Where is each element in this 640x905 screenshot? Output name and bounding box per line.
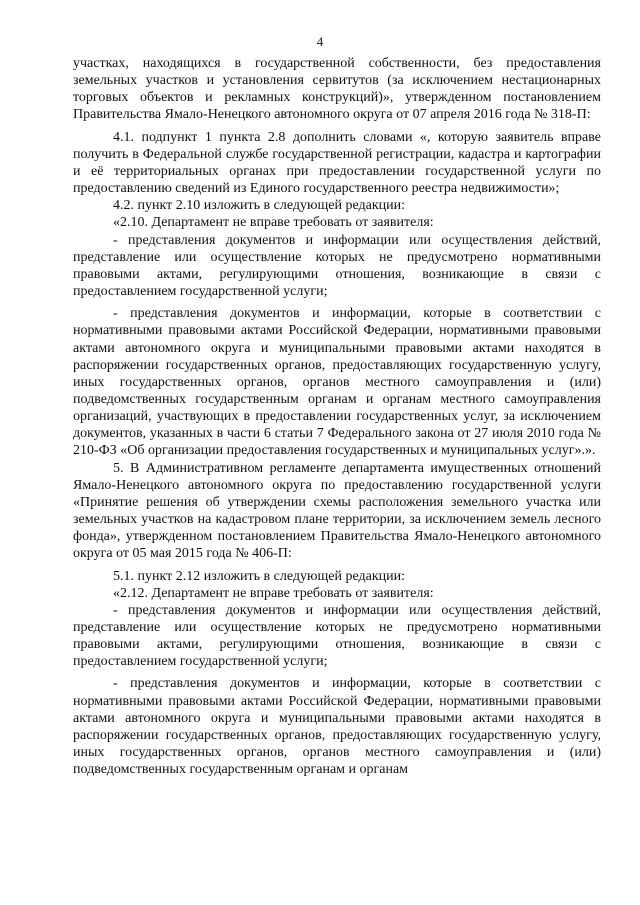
paragraph: 5.1. пункт 2.12 изложить в следующей редакции: [113, 568, 405, 584]
page-number: 4 [316, 34, 324, 49]
paragraph: «2.12. Департамент не вправе требовать от заявителя: [113, 585, 434, 601]
paragraph: - представления документов и информации или осуществления действий, представление или осуществление которых не предусмотрено нормативными правовыми актами, регулирующими отношения, возникающие в связи с предоставлением государственной услуги; [73, 232, 601, 300]
paragraph: 4.2. пункт 2.10 изложить в следующей редакции: [113, 198, 405, 214]
paragraph: участках, находящихся в государственной собственности, без предоставления земельных участков и установления сервитутов (за исключением нестационарных торговых объектов и рекламных конструкций)», утвержденном постановлением Правительства Ямало-Ненецкого автономного округа от 07 апреля 2016 года № 318-П: [73, 56, 601, 123]
paragraph: - представления документов и информации, которые в соответствии с нормативными правовыми актами Российской Федерации, нормативными правовыми актами автономного округа и муниципальными правовыми актами находятся в распоряжении государственных органов, предоставляющих государственную услугу, иных государственных органов, органов местного самоуправления и (или) подведомственных государственным органам и органам [73, 676, 601, 778]
paragraph: - представления документов и информации или осуществления действий, представление или осуществление которых не предусмотрено нормативными правовыми актами, регулирующими отношения, возникающие в связи с предоставлением государственной услуги; [73, 602, 601, 670]
paragraph: 4.1. подпункт 1 пункта 2.8 дополнить словами «, которую заявитель вправе получить в Федеральной службе государственной регистрации, кадастра и картографии и её территориальных органах при предоставлении государственной услуги по предоставлению сведений из Единого государственного реестра недвижимости»; [73, 129, 601, 197]
paragraph: 5. В Административном регламенте департамента имущественных отношений Ямало-Ненецкого автономного округа по предоставлению государственной услуги «Принятие решения об утверждении схемы расположения земельного участка или земельных участков на кадастровом плане территории, за исключением земель лесного фонда», утвержденном постановлением Правительства Ямало-Ненецкого автономного округа от 05 мая 2015 года № 406-П: [73, 460, 601, 562]
document-body [73, 55, 601, 778]
paragraph: - представления документов и информации, которые в соответствии с нормативными правовыми актами Российской Федерации, нормативными правовыми актами автономного округа и муниципальными правовыми актами находятся в распоряжении государственных органов, предоставляющих государственную услугу, иных государственных органов, органов местного самоуправления и (или) подведомственных государственным органам и органам местного самоуправления организаций, участвующих в предоставлении государственных услуг, за исключением документов, указанных в части 6 статьи 7 Федерального закона от 27 июля 2010 года № 210-ФЗ «Об организации предоставления государственных и муниципальных услуг».». [73, 306, 601, 459]
paragraph: «2.10. Департамент не вправе требовать от заявителя: [113, 215, 434, 231]
